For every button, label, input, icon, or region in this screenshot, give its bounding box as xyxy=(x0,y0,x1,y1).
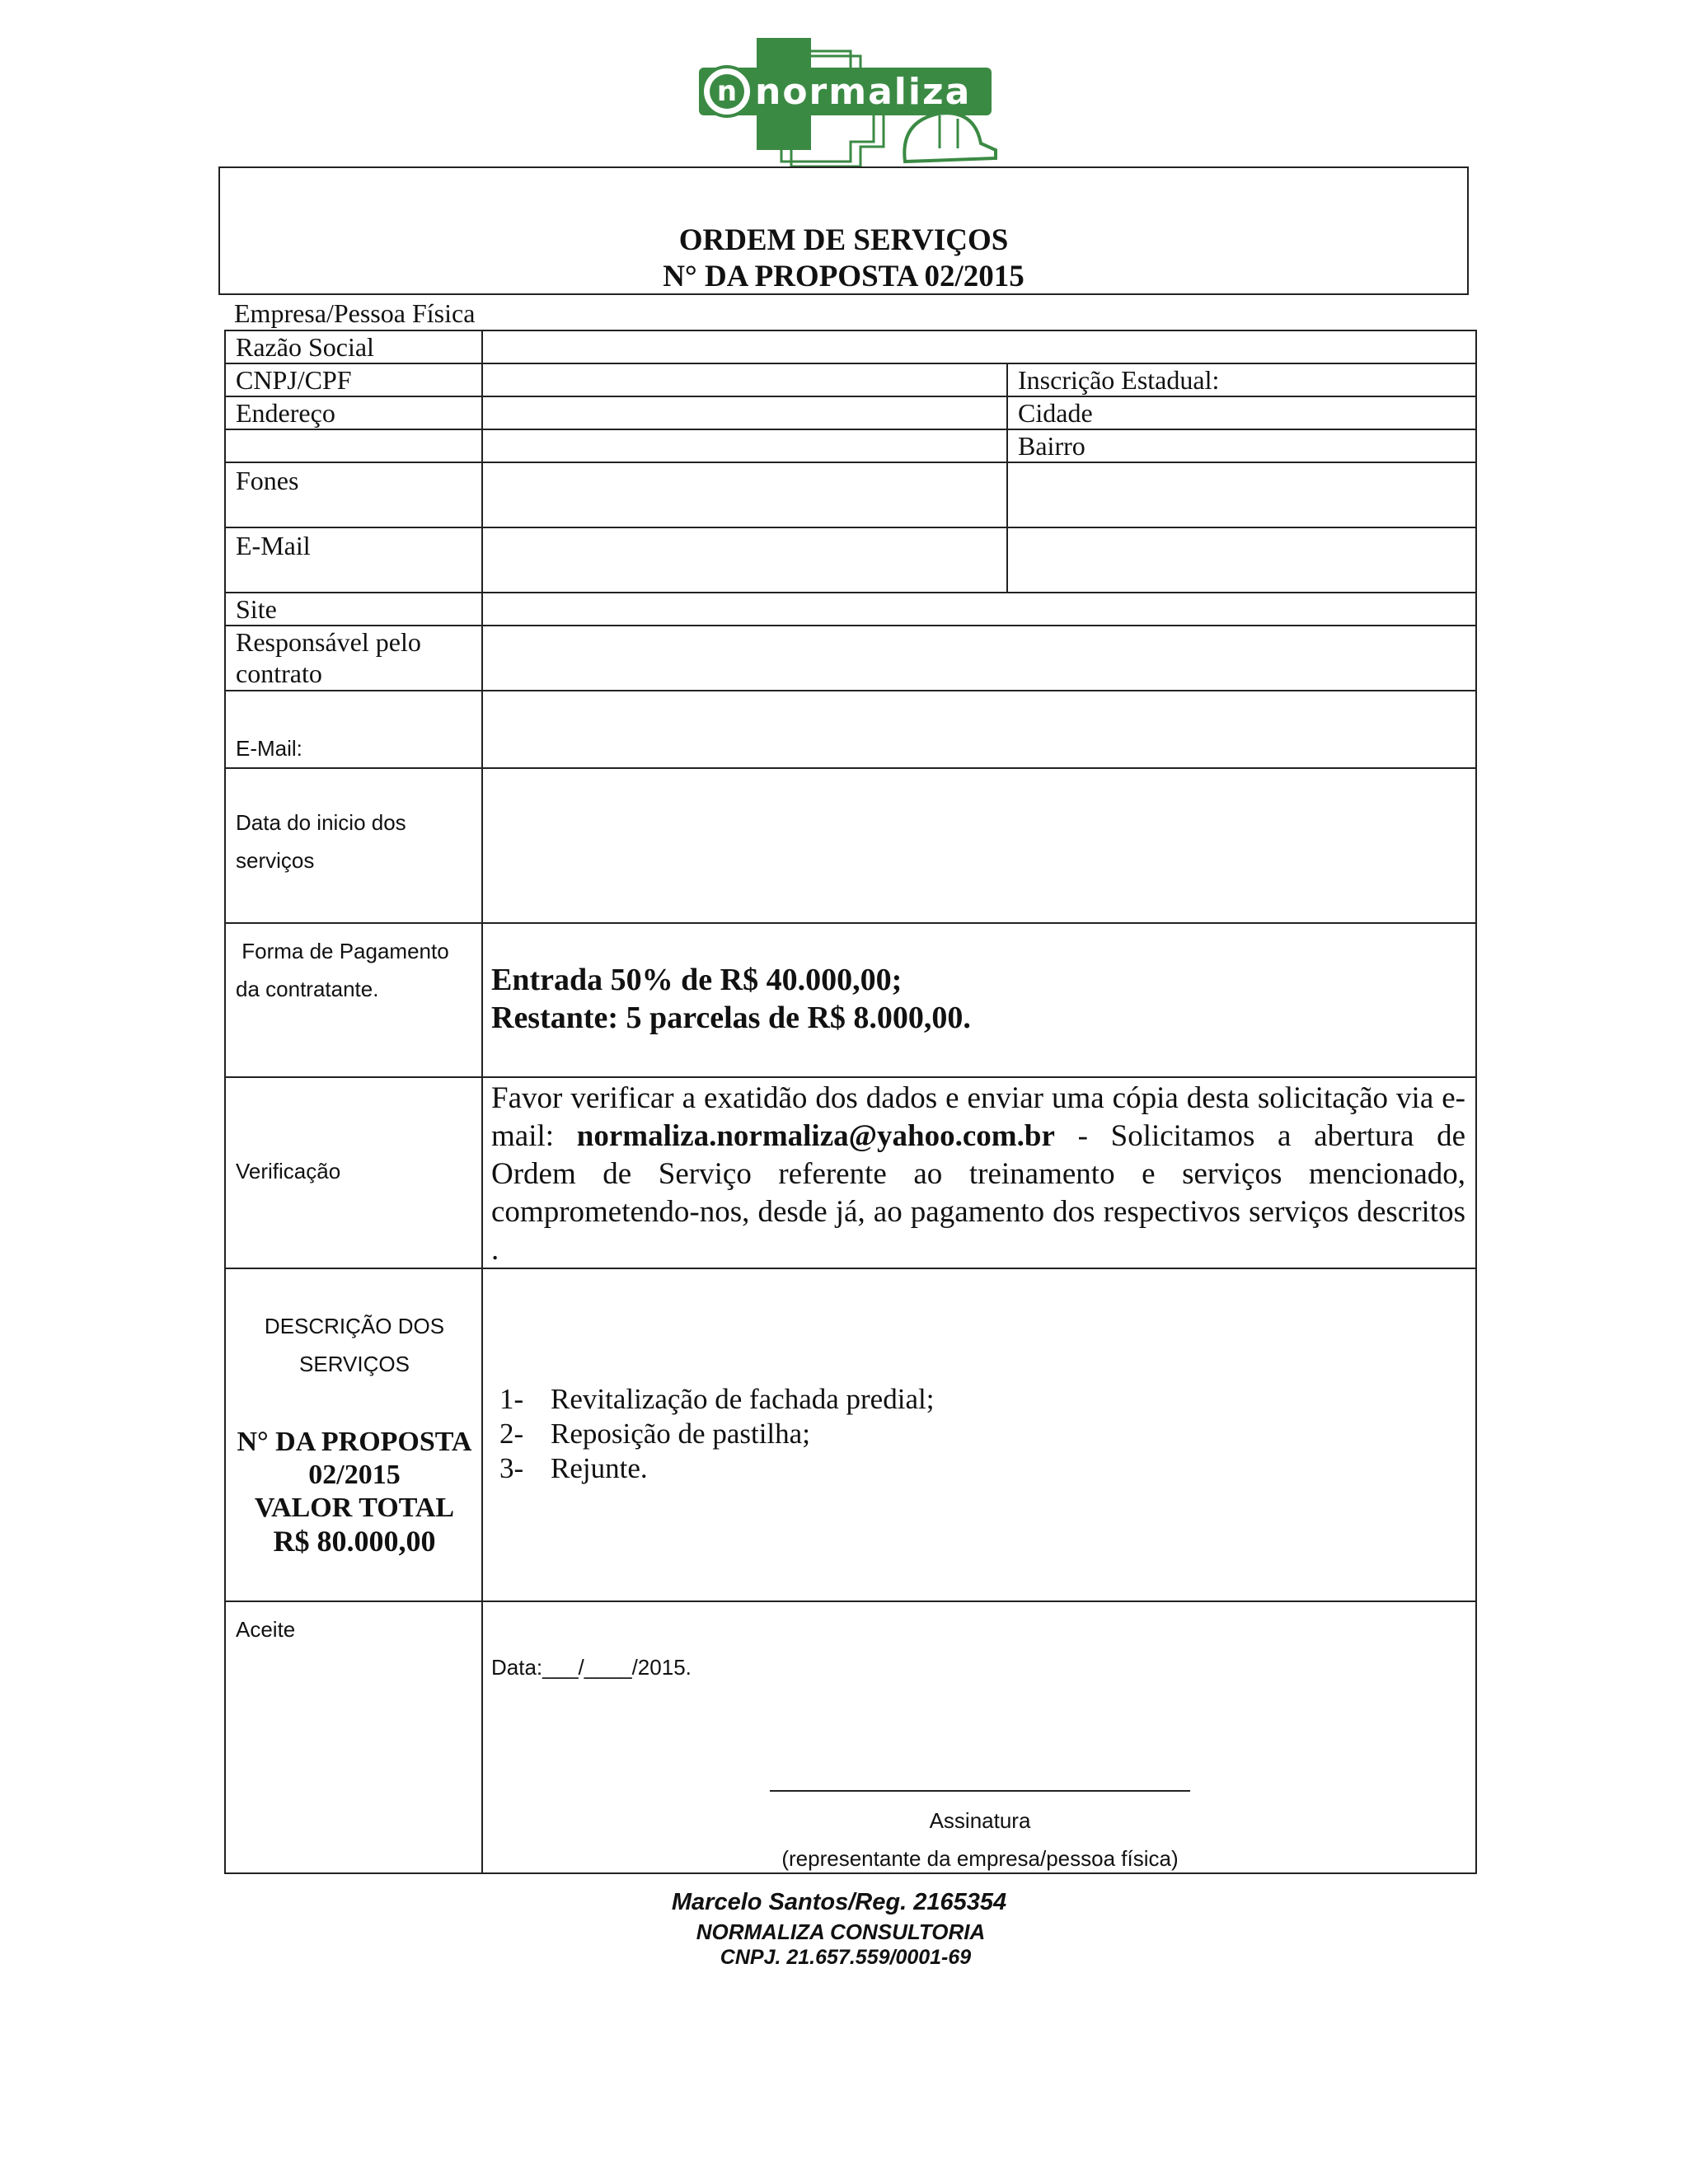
pagamento-restante: Restante: 5 parcelas de R$ 8.000,00. xyxy=(491,1001,971,1035)
inscricao-estadual-field[interactable] xyxy=(1006,363,1477,397)
normaliza-logo xyxy=(692,36,997,168)
responsavel-field[interactable] xyxy=(481,625,1477,691)
forma-pagamento-label-line2: da contratante. xyxy=(236,977,379,1001)
fones-label-cell xyxy=(224,462,483,528)
endereco-field[interactable] xyxy=(481,396,1008,430)
responsavel-label-line2: contrato xyxy=(236,658,322,688)
footer-cnpj: CNPJ. 21.657.559/0001-69 xyxy=(720,1946,972,1969)
site-label-cell xyxy=(224,592,483,626)
verificacao-label: Verificação xyxy=(236,1159,341,1183)
service-item: 3- Rejunte. xyxy=(499,1452,648,1484)
data-aceite-field[interactable]: Data:___/____/2015. xyxy=(491,1655,692,1680)
verificacao-label-cell xyxy=(224,1076,483,1269)
verificacao-text-post: - Solicitamos a abertura de Ordem de Serviço referente ao treinamento e serviços mencionado, comprometendo-nos, desde já, ao pagamento dos respectivos serviços descritos . xyxy=(491,1119,1466,1267)
assinatura-label: Assinatura xyxy=(929,1808,1031,1833)
service-item: 1- Revitalização de fachada predial; xyxy=(499,1383,935,1415)
aceite-label-cell xyxy=(224,1601,483,1874)
endereco-label-cell xyxy=(224,396,483,430)
title-box xyxy=(218,166,1469,295)
proposta-label: N° DA PROPOSTA xyxy=(237,1427,472,1457)
footer-company: NORMALIZA CONSULTORIA xyxy=(696,1919,986,1944)
data-inicio-field[interactable] xyxy=(481,767,1477,924)
cnpj-label-cell xyxy=(224,363,483,397)
fones-label: Fones xyxy=(236,466,299,495)
email-responsavel-label-cell xyxy=(224,690,483,769)
responsavel-label-line1: Responsável pelo xyxy=(236,627,421,657)
valor-total-label: VALOR TOTAL xyxy=(254,1493,455,1523)
email-responsavel-label: E-Mail: xyxy=(236,736,302,761)
cnpj-cpf-field[interactable] xyxy=(481,363,1008,397)
endereco-label: Endereço xyxy=(236,398,335,428)
site-label: Site xyxy=(236,594,277,624)
data-inicio-label-cell xyxy=(224,767,483,924)
bairro-label: Bairro xyxy=(1018,431,1085,461)
cidade-field[interactable] xyxy=(1006,396,1477,430)
descricao-label-cell xyxy=(224,1268,483,1602)
pagamento-entrada: Entrada 50% de R$ 40.000,00; xyxy=(491,963,903,997)
inscricao-estadual-label: Inscrição Estadual: xyxy=(1018,365,1220,395)
forma-pagamento-label-line1: Forma de Pagamento xyxy=(236,939,449,963)
footer-responsible: Marcelo Santos/Reg. 2165354 xyxy=(671,1889,1007,1915)
valor-total-amount: R$ 80.000,00 xyxy=(273,1525,436,1558)
email-label-cell xyxy=(224,527,483,593)
svg-text:n: n xyxy=(716,75,738,108)
endereco-extra-field[interactable] xyxy=(481,429,1008,463)
data-inicio-label-line1: Data do inicio dos xyxy=(236,810,406,835)
service-item: 2- Reposição de pastilha; xyxy=(499,1418,810,1450)
signature-line[interactable] xyxy=(770,1790,1190,1792)
endereco-extra-label-cell xyxy=(224,429,483,463)
email-field-2[interactable] xyxy=(1006,527,1477,593)
razao-social-label: Razão Social xyxy=(236,332,374,362)
fones-field-1[interactable] xyxy=(481,462,1008,528)
aceite-label: Aceite xyxy=(236,1617,296,1642)
descricao-label-line2: SERVIÇOS xyxy=(299,1352,410,1376)
responsavel-label-cell xyxy=(224,625,483,691)
razao-social-field[interactable] xyxy=(481,330,1477,364)
bairro-field[interactable] xyxy=(1006,429,1477,463)
email-responsavel-field[interactable] xyxy=(481,690,1477,769)
email-label: E-Mail xyxy=(236,531,311,560)
forma-pagamento-label-cell xyxy=(224,922,483,1078)
logo-wordmark: normaliza xyxy=(755,71,972,113)
razao-social-label-cell xyxy=(224,330,483,364)
representante-label: (representante da empresa/pessoa física) xyxy=(781,1846,1179,1871)
services-list xyxy=(499,1382,934,1486)
cnpj-cpf-label: CNPJ/CPF xyxy=(236,365,352,395)
proposal-number-title: N° DA PROPOSTA 02/2015 xyxy=(663,260,1025,293)
verificacao-email-link[interactable]: normaliza.normaliza@yahoo.com.br xyxy=(576,1119,1055,1153)
empresa-pessoa-fisica-label: Empresa/Pessoa Física xyxy=(234,298,476,328)
site-field[interactable] xyxy=(481,592,1477,626)
document-title: ORDEM DE SERVIÇOS xyxy=(678,223,1009,257)
cidade-label: Cidade xyxy=(1018,398,1093,428)
descricao-label-line1: DESCRIÇÃO DOS xyxy=(264,1314,445,1338)
verificacao-text-pre: Favor verificar a exatidão dos dados e enviar uma cópia desta solicitação via e-mail: xyxy=(491,1081,1465,1153)
service-order-form xyxy=(224,330,1477,1874)
fones-field-2[interactable] xyxy=(1006,462,1477,528)
proposta-number: 02/2015 xyxy=(308,1460,401,1490)
email-field-1[interactable] xyxy=(481,527,1008,593)
data-inicio-label-line2: serviços xyxy=(236,848,315,873)
verificacao-text xyxy=(491,1080,1465,1269)
